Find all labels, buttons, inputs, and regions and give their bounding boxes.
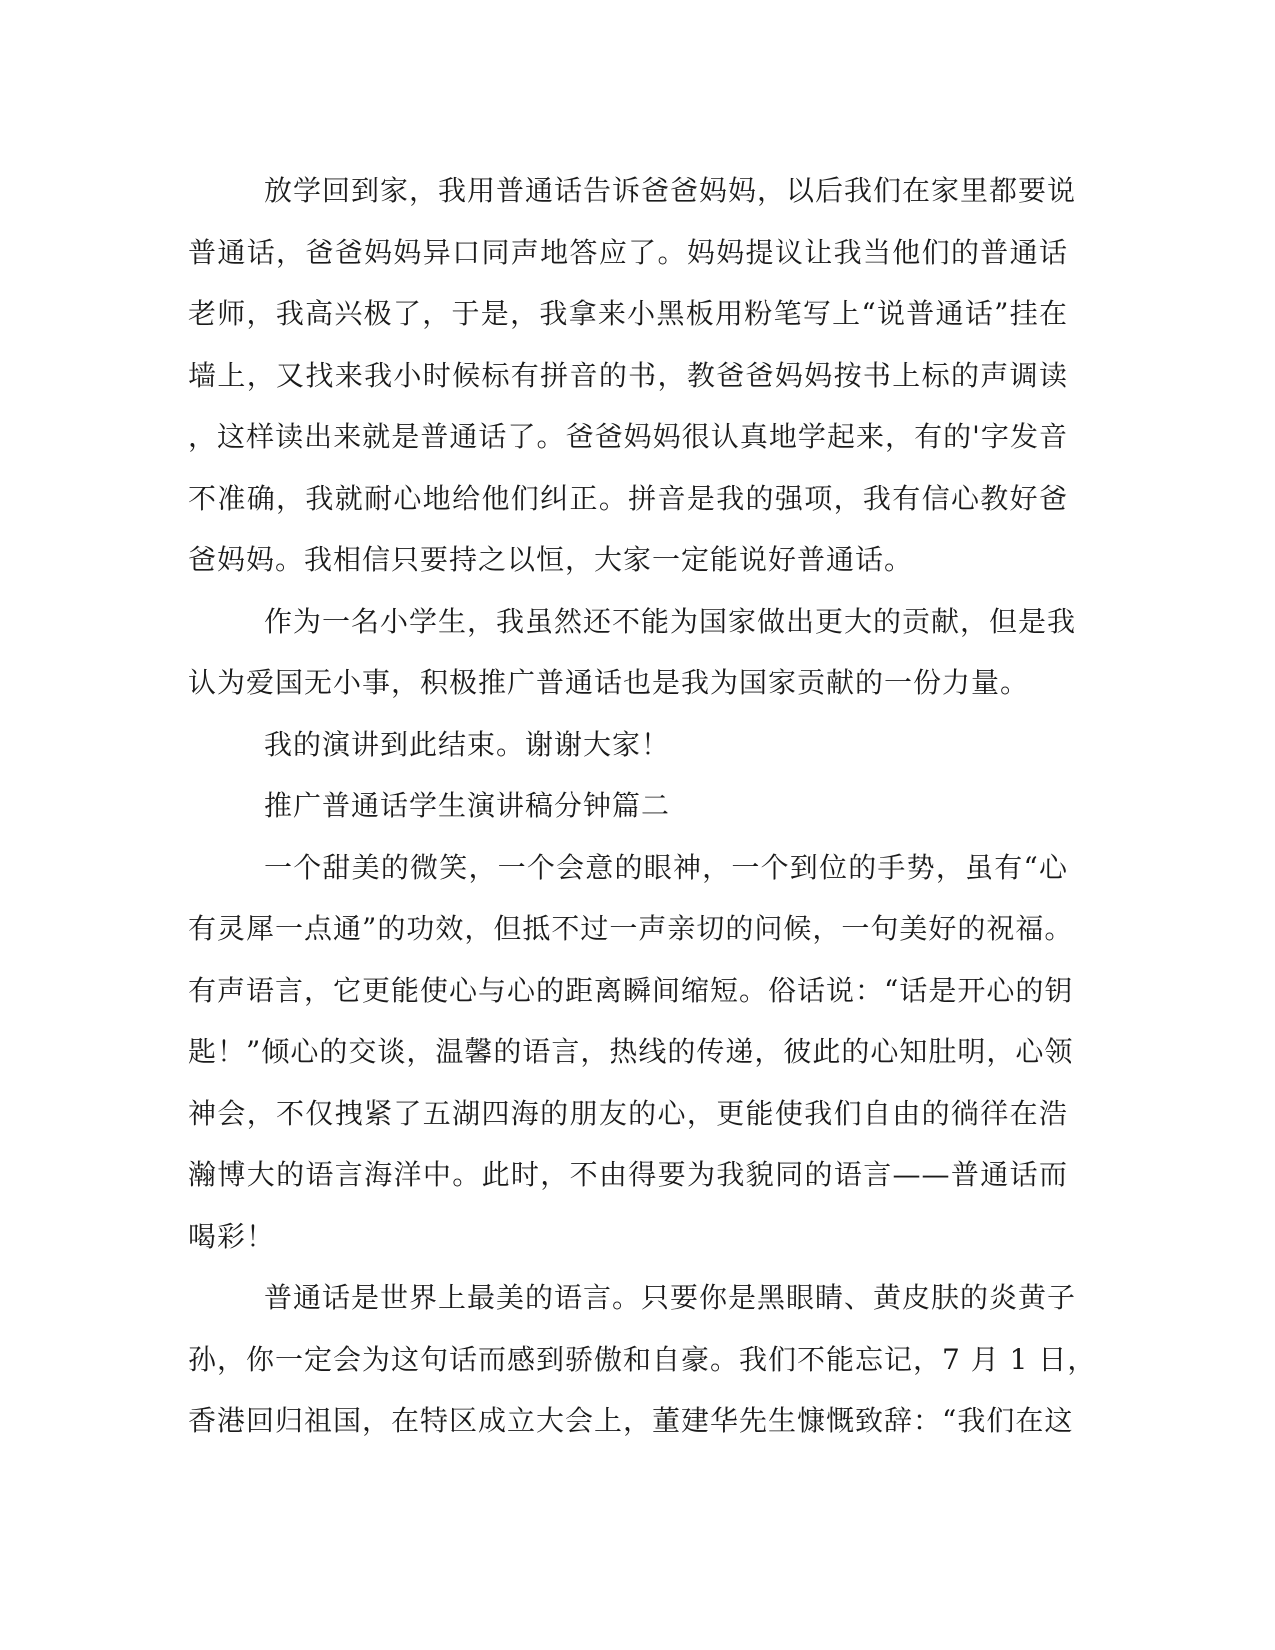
section-heading bbox=[188, 775, 1068, 837]
text-line: ，这样读出来就是普通话了。爸爸妈妈很认真地学起来，有的'字发音 bbox=[188, 420, 1068, 453]
text-line: 孙，你一定会为这句话而感到骄傲和自豪。我们不能忘记，7 月 1 日， bbox=[188, 1342, 1097, 1376]
text-line: 普通话是世界上最美的语言。只要你是黑眼睛、黄皮肤的炎黄子 bbox=[264, 1281, 1077, 1314]
paragraph bbox=[188, 1267, 1097, 1452]
text-line: 放学回到家，我用普通话告诉爸爸妈妈，以后我们在家里都要说 bbox=[264, 174, 1077, 207]
text-line: 作为一名小学生，我虽然还不能为国家做出更大的贡献，但是我 bbox=[264, 604, 1077, 638]
text-line: 墙上，又找来我小时候标有拼音的书，教爸爸妈妈按书上标的声调读 bbox=[188, 358, 1068, 392]
text-line: 有声语言，它更能使心与心的距离瞬间缩短。俗话说：“话是开心的钥 bbox=[188, 973, 1074, 1007]
text-line: 喝彩！ bbox=[188, 1219, 276, 1253]
paragraph bbox=[188, 714, 1068, 776]
text-line: 认为爱国无小事，积极推广普通话也是我为国家贡献的一份力量。 bbox=[188, 666, 1030, 699]
text-line: 神会，不仅拽紧了五湖四海的朋友的心，更能使我们自由的徜徉在浩 bbox=[188, 1096, 1068, 1130]
text-line: 有灵犀一点通”的功效，但抵不过一声亲切的问候，一句美好的祝福。 bbox=[188, 912, 1074, 945]
text-line: 不准确，我就耐心地给他们纠正。拼音是我的强项，我有信心教好爸 bbox=[188, 481, 1068, 515]
text-line: 爸妈妈。我相信只要持之以恒，大家一定能说好普通话。 bbox=[188, 543, 914, 576]
text-line: 老师，我高兴极了，于是，我拿来小黑板用粉笔写上“说普通话”挂在 bbox=[188, 297, 1068, 330]
text-line: 瀚博大的语言海洋中。此时，不由得要为我貌同的语言——普通话而 bbox=[188, 1158, 1068, 1191]
text-line: 香港回归祖国，在特区成立大会上，董建华先生慷慨致辞：“我们在这 bbox=[188, 1404, 1074, 1437]
text-line: 我的演讲到此结束。谢谢大家！ bbox=[264, 727, 671, 761]
text-line: 一个甜美的微笑，一个会意的眼神，一个到位的手势，虽有“心 bbox=[264, 850, 1068, 884]
paragraph bbox=[188, 837, 1074, 1268]
text-line: 推广普通话学生演讲稿分钟篇二 bbox=[264, 789, 671, 822]
paragraph bbox=[188, 160, 1077, 591]
document-body bbox=[188, 160, 1097, 1452]
text-line: 普通话，爸爸妈妈异口同声地答应了。妈妈提议让我当他们的普通话 bbox=[188, 235, 1068, 269]
text-line: 匙！”倾心的交谈，温馨的语言，热线的传递，彼此的心知肚明，心领 bbox=[188, 1035, 1074, 1068]
paragraph bbox=[188, 591, 1077, 714]
